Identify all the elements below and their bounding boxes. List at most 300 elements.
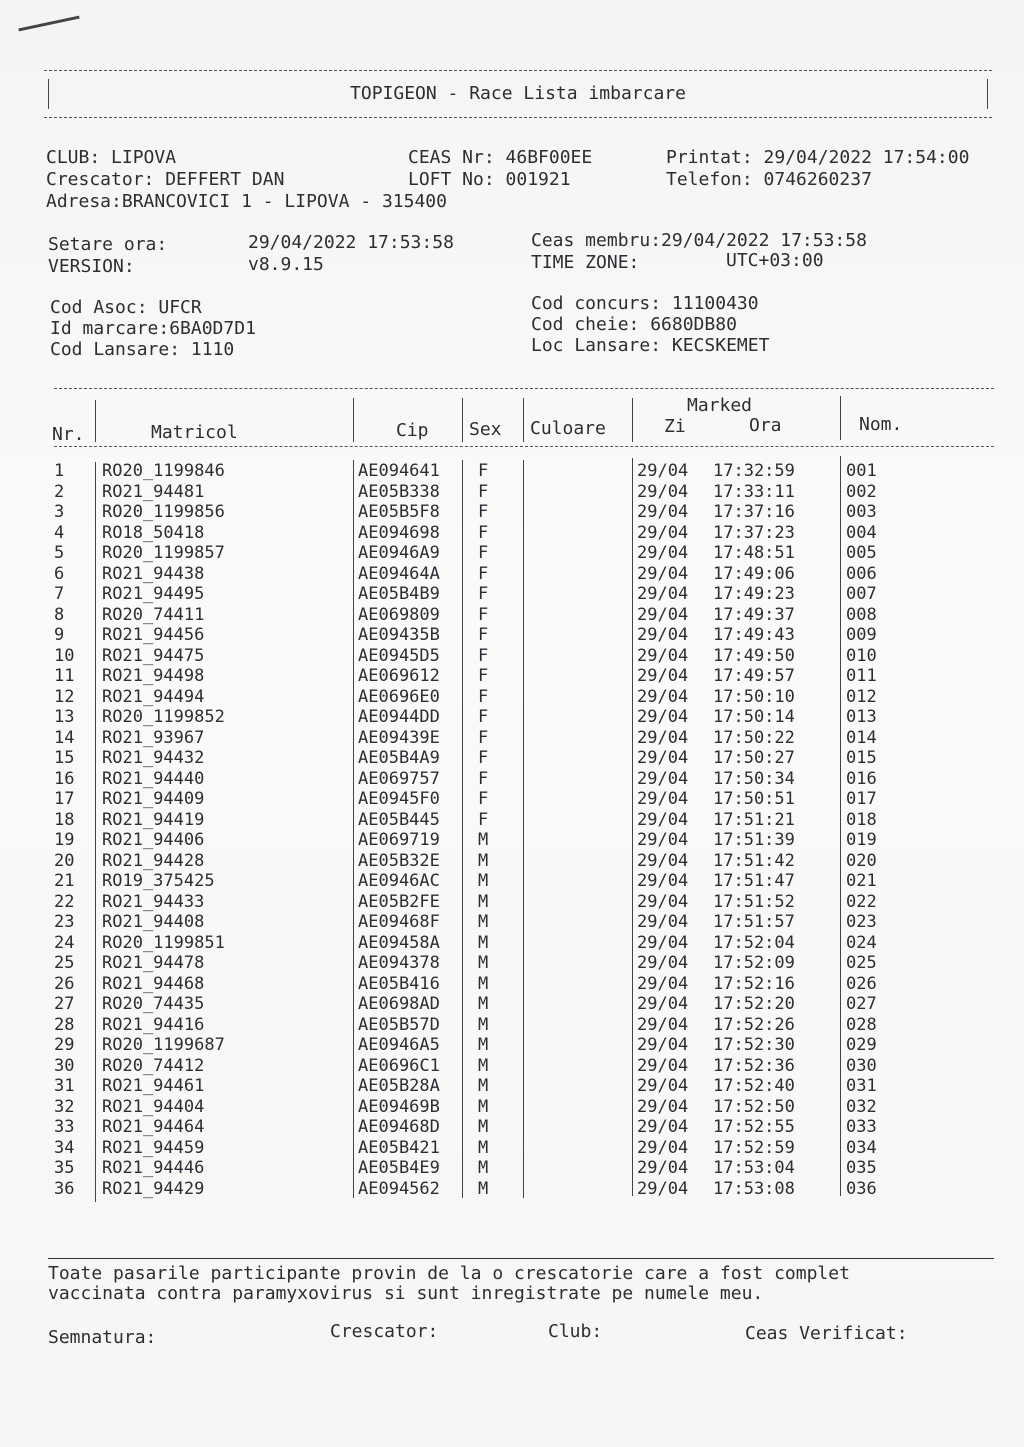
page-title: TOPIGEON - Race Lista imbarcare [350,83,686,104]
nomination-number: 013 [846,707,877,727]
printed-timestamp: Printat: 29/04/2022 17:54:00 [666,147,970,168]
row-number: 15 [54,748,75,768]
nomination-number: 021 [846,871,877,891]
nomination-number: 031 [846,1076,877,1096]
chip-id: AE0696E0 [358,686,440,707]
sex-value: M [478,973,489,994]
marked-day: 29/04 [637,789,689,809]
sex-value: M [478,1076,489,1096]
table-row [0,912,1024,933]
row-number: 7 [54,584,65,604]
ring-number: RO20_74435 [102,994,205,1014]
row-number: 31 [54,1076,75,1096]
marked-day: 29/04 [637,891,689,912]
member-clock-time: Ceas membru:29/04/2022 17:53:58 [531,230,867,251]
marked-day: 29/04 [637,686,689,707]
ring-number: RO21_93967 [102,727,205,748]
nomination-number: 032 [846,1096,877,1117]
marked-time: 17:51:21 [713,809,795,830]
pen-mark [18,16,79,32]
chip-id: AE05B5F8 [358,502,440,522]
header-nom: Nom. [859,414,903,435]
statement-line-1: Toate pasarile participante provin de la o crescatorie care a fost complet [48,1263,850,1284]
table-row [0,1117,1024,1138]
marked-time: 17:52:59 [713,1137,795,1158]
version-label: VERSION: [48,256,135,277]
row-number: 19 [54,830,75,850]
table-row [0,666,1024,687]
marked-time: 17:53:04 [713,1158,795,1178]
sex-value: M [478,912,489,932]
table-row [0,1097,1024,1118]
row-number: 27 [54,994,75,1014]
marked-time: 17:52:55 [713,1117,795,1137]
table-row [0,728,1024,749]
marked-day: 29/04 [637,768,689,789]
nomination-number: 026 [846,973,877,994]
nomination-number: 023 [846,912,877,932]
table-row [0,1056,1024,1077]
row-number: 10 [54,645,75,666]
breeder-name: Crescator: DEFFERT DAN [46,169,285,190]
marked-day: 29/04 [637,1076,689,1096]
marked-time: 17:37:16 [713,502,795,522]
marked-day: 29/04 [637,1035,689,1055]
footer-rule [48,1258,994,1259]
ring-number: RO20_1199846 [102,461,225,481]
sex-value: F [478,461,489,481]
ring-number: RO20_74412 [102,1055,205,1076]
table-row [0,789,1024,810]
ring-number: RO21_94495 [102,584,205,604]
sex-value: M [478,1035,489,1055]
marked-time: 17:53:08 [713,1178,795,1199]
marked-time: 17:48:51 [713,543,795,563]
chip-id: AE05B28A [358,1076,440,1096]
ring-number: RO21_94419 [102,809,205,830]
chip-id: AE09464A [358,563,440,584]
sex-value: F [478,789,489,809]
header-nr: Nr. [52,424,85,445]
time-zone-value: UTC+03:00 [726,250,824,271]
marked-day: 29/04 [637,1137,689,1158]
row-number: 1 [54,461,65,481]
row-number: 16 [54,768,75,789]
chip-id: AE05B416 [358,973,440,994]
row-number: 13 [54,707,75,727]
nomination-number: 019 [846,830,877,850]
marked-time: 17:52:36 [713,1055,795,1076]
ring-number: RO21_94498 [102,666,205,686]
row-number: 24 [54,932,75,953]
sex-value: M [478,953,489,973]
ring-number: RO21_94432 [102,748,205,768]
row-number: 20 [54,850,75,871]
chip-id: AE0944DD [358,707,440,727]
nomination-number: 012 [846,686,877,707]
sex-value: F [478,522,489,543]
breeder-address: Adresa:BRANCOVICI 1 - LIPOVA - 315400 [46,191,447,212]
row-number: 32 [54,1096,75,1117]
table-body [0,461,1024,1199]
nomination-number: 008 [846,604,877,625]
club-name: CLUB: LIPOVA [46,147,177,168]
sex-value: M [478,1158,489,1178]
nomination-number: 006 [846,563,877,584]
sex-value: F [478,625,489,645]
chip-id: AE0696C1 [358,1055,440,1076]
marked-day: 29/04 [637,1055,689,1076]
marked-time: 17:52:09 [713,953,795,973]
marked-time: 17:52:16 [713,973,795,994]
table-row [0,502,1024,523]
sex-value: F [478,584,489,604]
header-marked: Marked [687,395,753,416]
header-zi: Zi [664,416,686,437]
sex-value: M [478,891,489,912]
marked-time: 17:37:23 [713,522,795,543]
assoc-code: Cod Asoc: UFCR [50,297,202,318]
nomination-number: 018 [846,809,877,830]
col-divider [353,398,354,442]
marked-time: 17:49:57 [713,666,795,686]
row-number: 30 [54,1055,75,1076]
marked-time: 17:50:10 [713,686,795,707]
chip-id: AE0946A5 [358,1035,440,1055]
marked-day: 29/04 [637,707,689,727]
nomination-number: 011 [846,666,877,686]
nomination-number: 010 [846,645,877,666]
setare-ora-label: Setare ora: [48,234,168,255]
row-number: 3 [54,502,65,522]
chip-id: AE069809 [358,604,440,625]
sex-value: M [478,1096,489,1117]
row-number: 25 [54,953,75,973]
table-row [0,1015,1024,1036]
table-row [0,851,1024,872]
marked-day: 29/04 [637,809,689,830]
sex-value: M [478,994,489,1014]
statement-line-2: vaccinata contra paramyxovirus si sunt inregistrate pe numele meu. [48,1283,764,1304]
race-code: Cod concurs: 11100430 [531,293,759,314]
nomination-number: 028 [846,1014,877,1035]
table-row [0,523,1024,544]
marked-time: 17:33:11 [713,481,795,502]
time-zone-label: TIME ZONE: [531,252,640,273]
row-number: 26 [54,973,75,994]
table-row [0,482,1024,503]
chip-id: AE0698AD [358,994,440,1014]
marked-day: 29/04 [637,461,689,481]
marked-day: 29/04 [637,1158,689,1178]
row-number: 5 [54,543,65,563]
sex-value: F [478,768,489,789]
row-number: 34 [54,1137,75,1158]
loft-number: LOFT No: 001921 [408,169,571,190]
row-number: 9 [54,625,65,645]
chip-id: AE05B32E [358,850,440,871]
phone-number: Telefon: 0746260237 [666,169,872,190]
marked-time: 17:50:51 [713,789,795,809]
nomination-number: 003 [846,502,877,522]
breeder-signature-label: Crescator: [330,1321,439,1342]
marked-time: 17:49:23 [713,584,795,604]
nomination-number: 024 [846,932,877,953]
sex-value: F [478,543,489,563]
chip-id: AE09439E [358,727,440,748]
ring-number: RO21_94428 [102,850,205,871]
row-number: 8 [54,604,65,625]
release-code: Cod Lansare: 1110 [50,339,235,360]
sex-value: F [478,666,489,686]
title-box [44,70,992,118]
nomination-number: 004 [846,522,877,543]
nomination-number: 034 [846,1137,877,1158]
sex-value: F [478,686,489,707]
table-row [0,1035,1024,1056]
chip-id: AE094378 [358,953,440,973]
header-sex: Sex [469,419,502,440]
clock-number: CEAS Nr: 46BF00EE [408,147,593,168]
chip-id: AE05B2FE [358,891,440,912]
marked-day: 29/04 [637,604,689,625]
marked-day: 29/04 [637,912,689,932]
marked-time: 17:52:04 [713,932,795,953]
marking-id: Id marcare:6BA0D7D1 [50,318,256,339]
chip-id: AE094698 [358,522,440,543]
chip-id: AE069719 [358,830,440,850]
nomination-number: 001 [846,461,877,481]
chip-id: AE05B4E9 [358,1158,440,1178]
header-matricol: Matricol [151,422,238,443]
table-row [0,584,1024,605]
table-row [0,830,1024,851]
table-row [0,543,1024,564]
marked-day: 29/04 [637,850,689,871]
ring-number: RO18_50418 [102,522,205,543]
marked-day: 29/04 [637,932,689,953]
nomination-number: 029 [846,1035,877,1055]
chip-id: AE0946AC [358,871,440,891]
ring-number: RO20_1199857 [102,543,225,563]
chip-id: AE069757 [358,768,440,789]
sex-value: M [478,871,489,891]
ring-number: RO19_375425 [102,871,215,891]
marked-day: 29/04 [637,543,689,563]
row-number: 18 [54,809,75,830]
ring-number: RO21_94481 [102,481,205,502]
marked-time: 17:51:47 [713,871,795,891]
sex-value: F [478,563,489,584]
sex-value: F [478,748,489,768]
sex-value: M [478,1055,489,1076]
chip-id: AE05B445 [358,809,440,830]
chip-id: AE09458A [358,932,440,953]
ring-number: RO20_1199852 [102,707,225,727]
chip-id: AE05B57D [358,1014,440,1035]
marked-time: 17:51:57 [713,912,795,932]
ring-number: RO21_94409 [102,789,205,809]
key-code: Cod cheie: 6680DB80 [531,314,737,335]
marked-time: 17:52:30 [713,1035,795,1055]
table-row [0,1076,1024,1097]
marked-day: 29/04 [637,1014,689,1035]
nomination-number: 033 [846,1117,877,1137]
table-row [0,994,1024,1015]
col-divider [632,398,633,442]
marked-time: 17:52:20 [713,994,795,1014]
chip-id: AE0946A9 [358,543,440,563]
table-row [0,625,1024,646]
row-number: 23 [54,912,75,932]
chip-id: AE05B421 [358,1137,440,1158]
sex-value: F [478,604,489,625]
header-ora: Ora [749,415,782,436]
header-culoare: Culoare [530,418,606,439]
signature-label: Semnatura: [48,1327,157,1348]
chip-id: AE09468F [358,912,440,932]
marked-day: 29/04 [637,973,689,994]
table-row [0,748,1024,769]
row-number: 12 [54,686,75,707]
col-divider [95,400,96,442]
nomination-number: 014 [846,727,877,748]
sex-value: M [478,1014,489,1035]
table-top-rule [54,388,994,389]
marked-time: 17:52:50 [713,1096,795,1117]
nomination-number: 036 [846,1178,877,1199]
ring-number: RO21_94468 [102,973,205,994]
nomination-number: 020 [846,850,877,871]
marked-time: 17:49:37 [713,604,795,625]
nomination-number: 035 [846,1158,877,1178]
marked-time: 17:51:42 [713,850,795,871]
ring-number: RO21_94408 [102,912,205,932]
chip-id: AE05B4B9 [358,584,440,604]
table-row [0,646,1024,667]
sex-value: F [478,502,489,522]
nomination-number: 005 [846,543,877,563]
nomination-number: 030 [846,1055,877,1076]
release-location: Loc Lansare: KECSKEMET [531,335,770,356]
marked-day: 29/04 [637,1178,689,1199]
sex-value: F [478,727,489,748]
col-divider [462,398,463,442]
ring-number: RO20_1199851 [102,932,225,953]
nomination-number: 015 [846,748,877,768]
sex-value: F [478,707,489,727]
ring-number: RO21_94446 [102,1158,205,1178]
marked-time: 17:50:27 [713,748,795,768]
chip-id: AE09469B [358,1096,440,1117]
col-divider [523,398,524,442]
sex-value: M [478,830,489,850]
marked-time: 17:49:06 [713,563,795,584]
table-row [0,892,1024,913]
table-row [0,769,1024,790]
row-number: 4 [54,522,65,543]
marked-day: 29/04 [637,502,689,522]
chip-id: AE09468D [358,1117,440,1137]
ring-number: RO21_94433 [102,891,205,912]
table-row [0,810,1024,831]
ring-number: RO21_94404 [102,1096,205,1117]
nomination-number: 007 [846,584,877,604]
chip-id: AE094641 [358,461,440,481]
row-number: 6 [54,563,65,584]
table-row [0,605,1024,626]
nomination-number: 027 [846,994,877,1014]
col-divider [840,396,841,440]
table-row [0,974,1024,995]
table-row [0,707,1024,728]
ring-number: RO20_1199687 [102,1035,225,1055]
row-number: 35 [54,1158,75,1178]
marked-time: 17:49:50 [713,645,795,666]
ring-number: RO21_94464 [102,1117,205,1137]
row-number: 36 [54,1178,75,1199]
marked-day: 29/04 [637,645,689,666]
ring-number: RO20_1199856 [102,502,225,522]
table-header-rule [54,446,994,447]
sex-value: M [478,1117,489,1137]
ring-number: RO21_94416 [102,1014,205,1035]
ring-number: RO21_94440 [102,768,205,789]
chip-id: AE069612 [358,666,440,686]
chip-id: AE09435B [358,625,440,645]
ring-number: RO21_94456 [102,625,205,645]
table-row [0,1158,1024,1179]
marked-day: 29/04 [637,666,689,686]
marked-day: 29/04 [637,1117,689,1137]
marked-day: 29/04 [637,748,689,768]
version-value: v8.9.15 [248,254,324,275]
ring-number: RO21_94459 [102,1137,205,1158]
chip-id: AE094562 [358,1178,440,1199]
ring-number: RO21_94438 [102,563,205,584]
ring-number: RO20_74411 [102,604,205,625]
marked-day: 29/04 [637,1096,689,1117]
table-row [0,871,1024,892]
ring-number: RO21_94429 [102,1178,205,1199]
marked-day: 29/04 [637,625,689,645]
header-cip: Cip [396,420,429,441]
sex-value: M [478,850,489,871]
marked-day: 29/04 [637,563,689,584]
clock-verified-label: Ceas Verificat: [745,1323,908,1344]
setare-ora-value: 29/04/2022 17:53:58 [248,232,454,253]
nomination-number: 009 [846,625,877,645]
marked-day: 29/04 [637,522,689,543]
row-number: 17 [54,789,75,809]
table-row [0,461,1024,482]
nomination-number: 002 [846,481,877,502]
row-number: 21 [54,871,75,891]
nomination-number: 017 [846,789,877,809]
ring-number: RO21_94478 [102,953,205,973]
row-number: 2 [54,481,65,502]
chip-id: AE0945F0 [358,789,440,809]
marked-day: 29/04 [637,584,689,604]
table-row [0,564,1024,585]
ring-number: RO21_94461 [102,1076,205,1096]
table-row [0,1138,1024,1159]
marked-time: 17:50:22 [713,727,795,748]
sex-value: M [478,1178,489,1199]
sex-value: M [478,1137,489,1158]
nomination-number: 022 [846,891,877,912]
ring-number: RO21_94406 [102,830,205,850]
